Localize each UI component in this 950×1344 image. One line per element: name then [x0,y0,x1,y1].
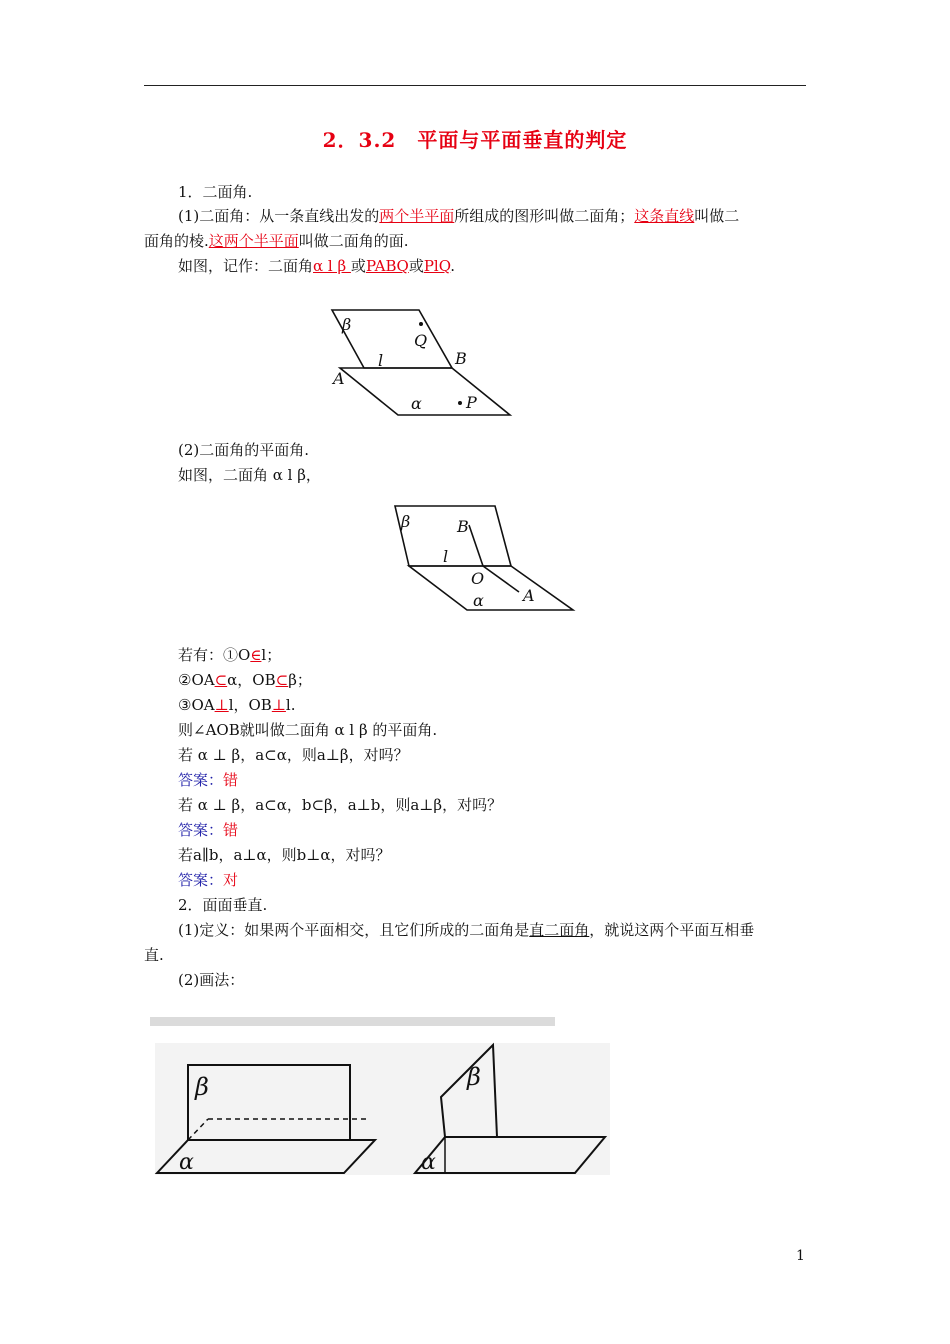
header-rule [144,85,806,86]
label-l: l [378,351,384,370]
point-p-dot [458,401,462,405]
text: 若有：①O [178,646,251,664]
section-2-heading: 2．面面垂直. [178,896,268,914]
text: 或 [350,257,366,275]
page-number: 1 [796,1248,805,1264]
perpendicular-definition-line1 [178,920,754,940]
fill-blank: PABQ [365,257,409,275]
figure-background [155,1043,610,1175]
ray-ob [469,525,483,566]
fill-blank: ⊥ [271,696,286,714]
text: α，OB [227,671,276,689]
text: 或 [408,257,424,275]
answer-2 [178,820,238,840]
answer-value: 错 [223,771,239,789]
underlined-term: 直二面角 [529,921,590,939]
answer-value: 对 [223,871,239,889]
left-label-beta: β [195,1073,209,1101]
condition-1 [178,645,281,665]
label-b: B [457,517,469,536]
condition-2 [178,670,312,690]
text: 如图，记作：二面角 [178,257,314,275]
text: 叫做二面角的面. [298,232,409,250]
perpendicular-definition-line2: 直. [144,946,164,964]
text: l. [285,696,296,714]
fill-blank: α l β [313,257,351,275]
label-b: B [455,349,467,368]
label-a: A [333,369,345,388]
label-beta: β [342,315,352,334]
label-beta: β [401,512,411,531]
scan-artifact [150,1017,555,1026]
answer-label: 答案： [178,771,224,789]
answer-3 [178,870,238,890]
question-2: 若 α ⊥ β，a⊂α，b⊂β，a⊥b，则a⊥β，对吗？ [178,796,503,814]
ray-oa [483,566,519,592]
right-label-alpha: α [421,1150,436,1175]
section-1-heading: 1．二面角. [178,183,253,201]
text: (1)二面角：从一条直线出发的 [178,207,380,225]
dihedral-angle-figure [320,300,520,425]
left-label-alpha: α [179,1150,194,1175]
label-q: Q [414,331,428,350]
page-title: 2．3.2 平面与平面垂直的判定 [322,128,628,152]
condition-3 [178,695,296,715]
fill-blank: ⊂ [214,671,228,689]
text: 面角的棱. [144,232,209,250]
label-a: A [523,586,535,605]
text: ②OA [178,671,215,689]
question-3: 若a∥b，a⊥α，则b⊥α，对吗？ [178,846,391,864]
text: l； [261,646,282,664]
fill-blank: 这条直线 [634,207,695,225]
fill-blank: ∈ [250,646,262,664]
label-alpha: α [411,394,422,413]
plane-angle-figure [385,500,585,620]
notation-line [178,256,455,276]
answer-label: 答案： [178,821,224,839]
text: (1)定义：如果两个平面相交，且它们所成的二面角是 [178,921,530,939]
definition-dihedral-line2 [144,231,409,251]
label-l: l [443,547,449,566]
text: ③OA [178,696,215,714]
drawing-method-heading: (2)画法： [178,971,245,989]
fill-blank: ⊥ [214,696,229,714]
point-q-dot [419,322,423,326]
label-p: P [466,393,477,412]
question-1: 若 α ⊥ β，a⊂α，则a⊥β，对吗？ [178,746,409,764]
fill-blank: 两个半平面 [379,207,455,225]
text: 所组成的图形叫做二面角； [454,207,635,225]
fill-blank: 这两个半平面 [208,232,299,250]
text: . [450,257,456,275]
plane-angle-heading: (2)二面角的平面角. [178,441,310,459]
plane-alpha [340,368,510,415]
label-alpha: α [473,591,484,610]
text: β； [288,671,312,689]
plane-angle-intro: 如图，二面角 α l β， [178,466,321,484]
definition-dihedral-line1 [178,206,739,226]
text: 叫做二 [694,207,740,225]
fill-blank: ⊂ [275,671,289,689]
plane-beta [395,506,511,566]
answer-label: 答案： [178,871,224,889]
plane-angle-conclusion: 则∠AOB就叫做二面角 α l β 的平面角. [178,721,438,739]
text: ，就说这两个平面互相垂 [589,921,755,939]
text: l，OB [228,696,272,714]
answer-value: 错 [223,821,239,839]
label-o: O [471,569,485,588]
answer-1 [178,770,238,790]
perpendicular-planes-figure [145,1015,615,1200]
right-label-beta: β [467,1063,481,1091]
fill-blank: PlQ [423,257,451,275]
